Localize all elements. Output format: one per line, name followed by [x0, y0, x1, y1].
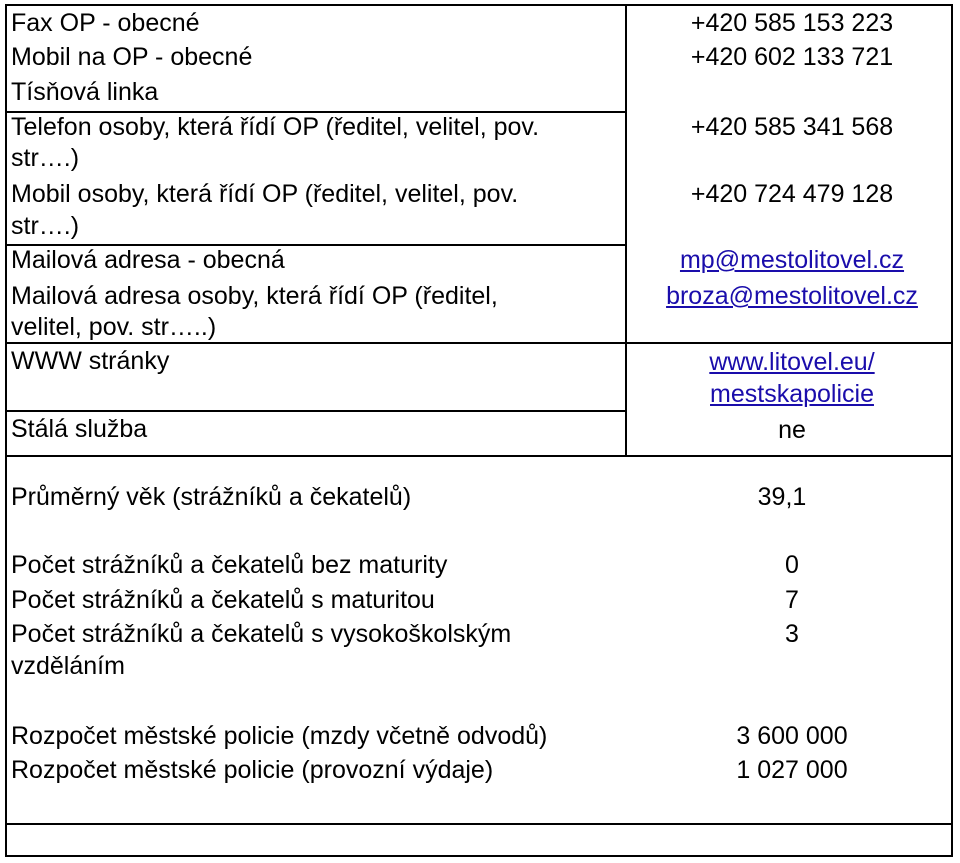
- row-label-budget-operating: Rozpočet městské policie (provozní výdaje): [11, 756, 494, 784]
- row-label-head-email: Mailová adresa osoby, která řídí OP (ředitel,: [11, 282, 498, 310]
- row-label-head-mobile-cont: str….): [11, 212, 80, 240]
- row-label-budget-wages: Rozpočet městské policie (mzdy včetně odvodů): [11, 722, 548, 750]
- row-divider: [5, 455, 953, 457]
- row-label-head-email-cont: velitel, pov. str…..): [11, 313, 217, 341]
- row-value-university: 3: [785, 620, 799, 648]
- row-value-service: ne: [778, 416, 806, 444]
- row-label-email: Mailová adresa - obecná: [11, 246, 285, 274]
- row-value-budget-wages: 3 600 000: [736, 722, 848, 750]
- email-link[interactable]: [627, 244, 957, 276]
- row-label-university-cont: vzděláním: [11, 652, 125, 680]
- row-value-maturity: 7: [785, 586, 799, 614]
- row-label-maturity: Počet strážníků a čekatelů s maturitou: [11, 586, 435, 614]
- row-label-service: Stálá služba: [11, 415, 148, 443]
- row-value-head-mobile: +420 724 479 128: [690, 180, 894, 208]
- row-value-no-maturity: 0: [785, 551, 799, 579]
- www-link[interactable]: [627, 346, 957, 378]
- row-label-avg-age: Průměrný věk (strážníků a čekatelů): [11, 483, 412, 511]
- row-label-no-maturity: Počet strážníků a čekatelů bez maturity: [11, 551, 448, 579]
- www-link-cont[interactable]: [627, 378, 957, 410]
- row-label-fax: Fax OP - obecné: [11, 9, 200, 37]
- head-email-link[interactable]: [627, 280, 957, 312]
- www-link-line1[interactable]: www.litovel.eu/: [709, 348, 875, 376]
- email-link-text[interactable]: mp@mestolitovel.cz: [679, 246, 905, 274]
- www-link-line2[interactable]: mestskapolicie: [710, 380, 874, 408]
- row-divider: [5, 823, 953, 825]
- row-label-head-phone-cont: str….): [11, 144, 80, 172]
- row-divider: [5, 410, 627, 412]
- row-label-www: WWW stránky: [11, 347, 170, 375]
- row-value-fax: +420 585 153 223: [690, 9, 894, 37]
- row-value-budget-operating: 1 027 000: [736, 756, 848, 784]
- row-label-emergency: Tísňová linka: [11, 78, 159, 106]
- row-value-avg-age: 39,1: [757, 483, 807, 511]
- row-value-head-phone: +420 585 341 568: [690, 113, 894, 141]
- row-value-mobile: +420 602 133 721: [690, 43, 894, 71]
- row-label-mobile: Mobil na OP - obecné: [11, 43, 253, 71]
- row-label-university: Počet strážníků a čekatelů s vysokoškolským: [11, 620, 512, 648]
- row-label-head-phone: Telefon osoby, která řídí OP (ředitel, velitel, pov.: [11, 113, 540, 141]
- head-email-link-text[interactable]: broza@mestolitovel.cz: [666, 282, 918, 310]
- row-label-head-mobile: Mobil osoby, která řídí OP (ředitel, velitel, pov.: [11, 180, 519, 208]
